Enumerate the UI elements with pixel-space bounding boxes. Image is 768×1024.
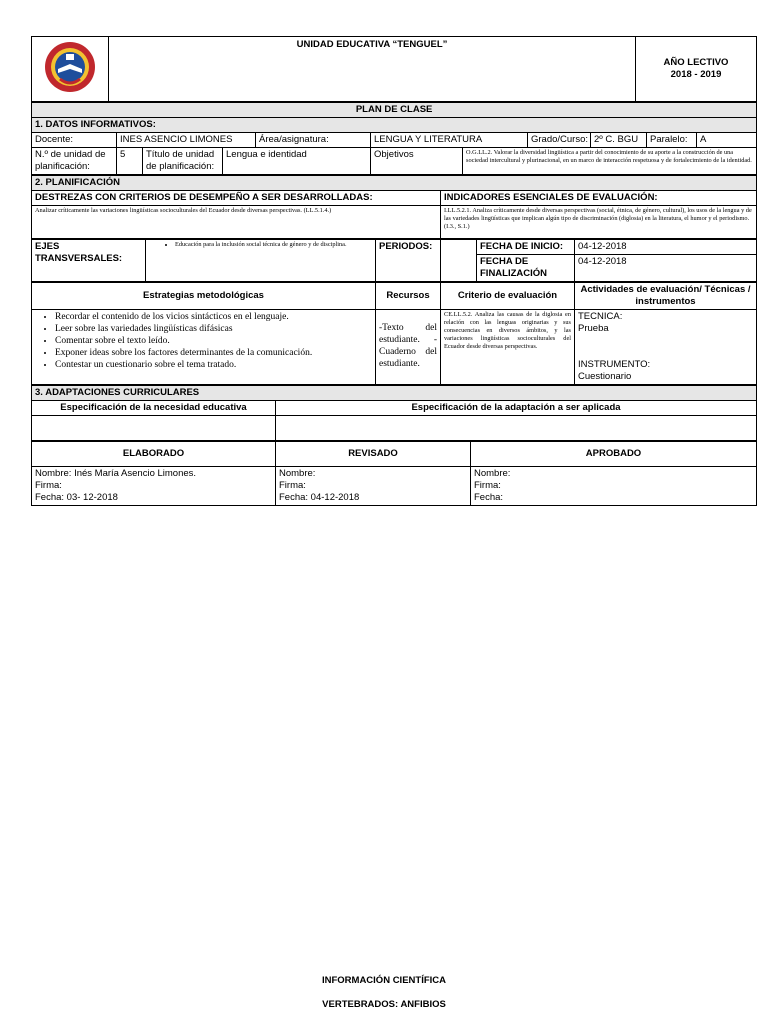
year-value: 2018 - 2019 [670, 69, 722, 80]
unidad-value: 5 [117, 148, 143, 175]
planificacion-table [31, 175, 757, 239]
adaptacion-value [276, 416, 757, 441]
ejes-label: EJES TRANSVERSALES: [32, 240, 146, 282]
school-year [636, 37, 757, 102]
aprobado-nombre: Nombre: [474, 468, 511, 479]
footer-topic-title: VERTEBRADOS: ANFIBIOS [322, 999, 446, 1010]
grado-value: 2º C. BGU [591, 133, 647, 148]
estrategias-list [35, 311, 372, 371]
titulo-label: Título de unidad de planificación: [143, 148, 223, 175]
area-value: LENGUA Y LITERATURA [371, 133, 528, 148]
plan-document [31, 36, 756, 506]
grado-label: Grado/Curso: [528, 133, 591, 148]
tecnica-value: Prueba [578, 323, 609, 334]
destrezas-text: Analizar críticamente las variaciones lingüísticas socioculturales del Ecuador desde diversas perspectivas. (LL.5.1.4.) [32, 206, 441, 239]
col-criterio: Criterio de evaluación [441, 283, 575, 310]
fin-value: 04-12-2018 [575, 255, 757, 282]
aprobado-block [471, 467, 757, 506]
tecnica-label: TECNICA: [578, 311, 623, 322]
destrezas-header: DESTREZAS CON CRITERIOS DE DESEMPEÑO A SER DESARROLLADAS: [32, 191, 441, 206]
estrategia-item: • Recordar el contenido de los vicios sintácticos en el lenguaje. [55, 311, 372, 323]
objetivos-value: O.G.LL.2. Valorar la diversidad lingüística a partir del conocimiento de su aporte a la construcción de una sociedad intercultural y plurinacional, en un marco de interacción respetuosa y de fortalecimiento de la identidad. [463, 148, 757, 175]
estrategia-item: • Leer sobre las variedades lingüísticas difásicas [55, 323, 372, 335]
elaborado-fecha: Fecha: 03- 12-2018 [35, 492, 118, 503]
planificacion-section-title: 2. PLANIFICACIÓN [32, 176, 757, 191]
school-logo-icon [42, 39, 98, 95]
plan-title: PLAN DE CLASE [32, 103, 757, 118]
estrategia-item: • Comentar sobre el texto leído. [55, 335, 372, 347]
docente-label: Docente: [32, 133, 117, 148]
col-recursos: Recursos [376, 283, 441, 310]
paralelo-value: A [697, 133, 757, 148]
necesidad-value [32, 416, 276, 441]
col-necesidad: Especificación de la necesidad educativa [32, 401, 276, 416]
aprobado-firma: Firma: [474, 480, 501, 491]
fin-label: FECHA DE FINALIZACIÓN [477, 255, 575, 282]
header-table [31, 36, 757, 102]
estrategias-table [31, 282, 757, 385]
unidad-label: N.º de unidad de planificación: [32, 148, 117, 175]
elaborado-nombre: Nombre: Inés María Asencio Limones. [35, 468, 197, 479]
school-name: UNIDAD EDUCATIVA “TENGUEL” [109, 37, 636, 102]
instrumento-value: Cuestionario [578, 371, 632, 382]
titulo-value: Lengua e identidad [223, 148, 371, 175]
indicadores-header: INDICADORES ESENCIALES DE EVALUACIÓN: [441, 191, 757, 206]
revisado-block [276, 467, 471, 506]
adaptaciones-section-title: 3. ADAPTACIONES CURRICULARES [32, 386, 757, 401]
ejes-table [31, 239, 757, 282]
col-actividades: Actividades de evaluación/ Técnicas / instrumentos [575, 283, 757, 310]
aprobado-fecha: Fecha: [474, 492, 504, 503]
adaptaciones-table [31, 385, 757, 441]
estrategia-item: • Contestar un cuestionario sobre el tema tratado. [55, 359, 372, 371]
inicio-value: 04-12-2018 [575, 240, 757, 255]
criterio-text: CE.LL.5.2. Analiza las causas de la diglosia en relación con las lenguas originarias y sus consecuencias en diversos ámbitos, y las variaciones lingüísticas socioculturales del Ecuador desde diversas perspectivas. [441, 310, 575, 385]
docente-value: INES ASENCIO LIMONES [117, 133, 256, 148]
indicadores-text: I.LL.5.2.1. Analiza críticamente desde diversas perspectivas (social, étnica, de género, cultural), los usos de la lengua y de las variedades lingüísticas que implican algún tipo de discriminación (diglosia) en la literatura, el humor y el periodismo. (I.3., S.1.) [441, 206, 757, 239]
revisado-header: REVISADO [276, 442, 471, 467]
ejes-content [146, 240, 376, 282]
recursos-text: -Texto del estudiante. -Cuaderno del estudiante. [376, 310, 441, 385]
col-adaptacion: Especificación de la adaptación a ser aplicada [276, 401, 757, 416]
estrategia-item: • Exponer ideas sobre los factores determinantes de la comunicación. [55, 347, 372, 359]
periodos-value [441, 240, 477, 282]
elaborado-block [32, 467, 276, 506]
firmas-table [31, 441, 757, 506]
col-estrategias: Estrategias metodológicas [32, 283, 376, 310]
objetivos-label: Objetivos [371, 148, 463, 175]
school-logo-cell [32, 37, 109, 102]
actividades-cell [575, 310, 757, 385]
estrategias-list-cell [32, 310, 376, 385]
datos-section-title: 1. DATOS INFORMATIVOS: [32, 118, 757, 133]
area-label: Área/asignatura: [256, 133, 371, 148]
aprobado-header: APROBADO [471, 442, 757, 467]
inicio-label: FECHA DE INICIO: [477, 240, 575, 255]
footer-info-title: INFORMACIÓN CIENTÍFICA [321, 975, 447, 986]
periodos-label: PERIODOS: [376, 240, 441, 282]
instrumento-label: INSTRUMENTO: [578, 359, 651, 370]
elaborado-header: ELABORADO [32, 442, 276, 467]
paralelo-label: Paralelo: [647, 133, 697, 148]
revisado-fecha: Fecha: 04-12-2018 [279, 492, 360, 503]
elaborado-firma: Firma: [35, 480, 62, 491]
ejes-item: • Educación para la inclusión social técnica de género y de disciplina. [175, 241, 372, 249]
revisado-nombre: Nombre: [279, 468, 316, 479]
revisado-firma: Firma: [279, 480, 306, 491]
year-label: AÑO LECTIVO [663, 57, 729, 68]
datos-table [31, 102, 757, 175]
